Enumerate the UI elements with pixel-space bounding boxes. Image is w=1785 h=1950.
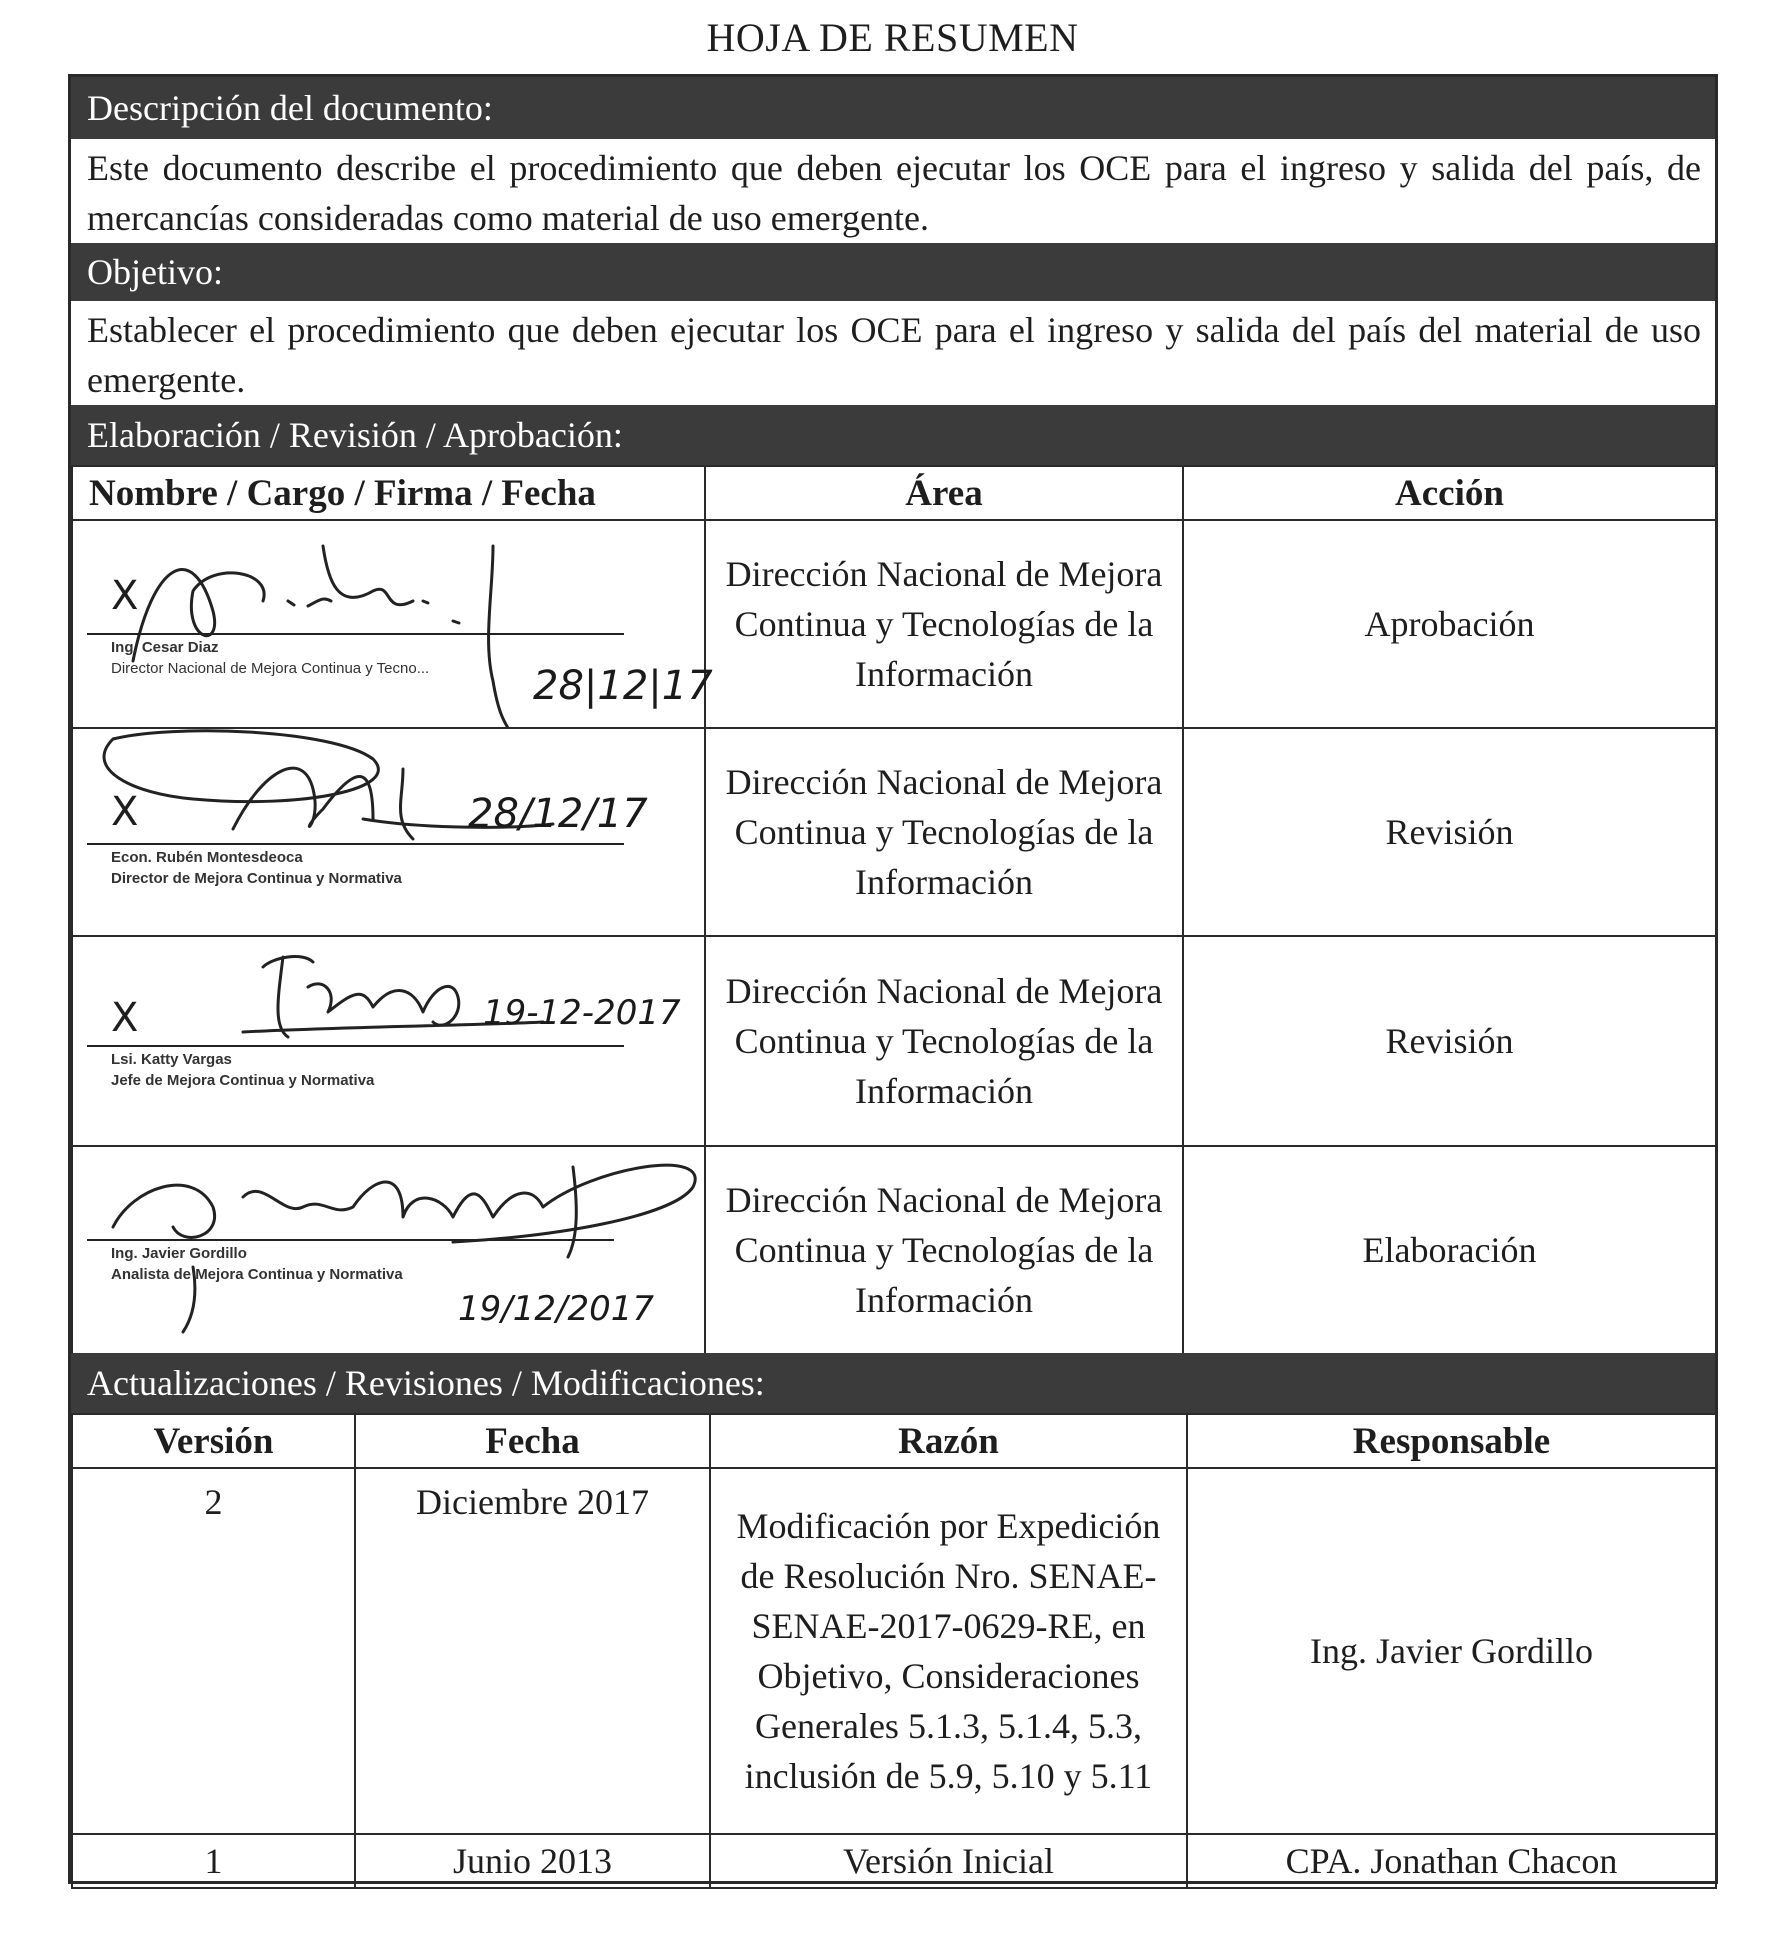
description-text: Este documento describe el procedimiento que deben ejecutar los OCE para el ingreso y salida del país, de mercancías consideradas como material de uso emergente. <box>87 148 1701 238</box>
responsible-cell: CPA. Jonathan Chacon <box>1187 1834 1716 1888</box>
signature-line <box>87 843 624 845</box>
objective-text: Establecer el procedimiento que deben ejecutar los OCE para el ingreso y salida del país del material de uso emergente. <box>87 310 1701 400</box>
table-row <box>72 1834 1716 1888</box>
responsible-cell: Ing. Javier Gordillo <box>1187 1468 1716 1834</box>
area-cell: Dirección Nacional de Mejora Continua y Tecnologías de la Información <box>705 520 1183 728</box>
signature-block <box>73 937 704 1145</box>
signature-line <box>87 1239 614 1241</box>
action-cell: Revisión <box>1183 936 1716 1146</box>
signer-name: Ing. Cesar Diaz <box>111 639 219 656</box>
column-header-area: Área <box>705 466 1183 520</box>
signer-name: Lsi. Katty Vargas <box>111 1051 232 1068</box>
column-header-date: Fecha <box>355 1414 710 1468</box>
signature-block <box>73 521 713 727</box>
signer-position: Analista de Mejora Continua y Normativa <box>111 1266 403 1283</box>
area-cell: Dirección Nacional de Mejora Continua y Tecnologías de la Información <box>705 728 1183 936</box>
signature-date: 19-12-2017 <box>483 993 681 1033</box>
signature-x-mark: X <box>111 995 139 1041</box>
table-row <box>72 936 1716 1146</box>
signature-date: 28/12/17 <box>468 791 648 837</box>
signer-position: Director de Mejora Continua y Normativa <box>111 870 402 887</box>
column-header-name: Nombre / Cargo / Firma / Fecha <box>72 466 705 520</box>
signature-cell <box>72 936 705 1146</box>
page-title: HOJA DE RESUMEN <box>706 15 1079 60</box>
column-header-action: Acción <box>1183 466 1716 520</box>
objective-heading: Objetivo: <box>71 243 1715 301</box>
signature-cell <box>72 520 713 728</box>
signature-cell <box>72 1146 705 1354</box>
table-row <box>72 1146 1716 1354</box>
action-cell: Revisión <box>1183 728 1716 936</box>
table-row <box>72 520 1716 728</box>
action-cell: Aprobación <box>1183 520 1716 728</box>
signature-block <box>73 729 704 935</box>
handwritten-signature <box>73 937 703 1145</box>
column-header-responsible: Responsable <box>1187 1414 1716 1468</box>
column-header-reason: Razón <box>710 1414 1187 1468</box>
version-cell: 1 <box>72 1834 355 1888</box>
signer-position: Jefe de Mejora Continua y Normativa <box>111 1072 375 1089</box>
signature-block <box>73 1147 704 1353</box>
approval-heading: Elaboración / Revisión / Aprobación: <box>71 405 1715 465</box>
updates-table <box>71 1413 1717 1889</box>
summary-sheet <box>68 74 1718 1884</box>
signature-x-mark: X <box>111 573 139 619</box>
updates-heading: Actualizaciones / Revisiones / Modificaciones: <box>71 1353 1715 1413</box>
signature-date: 19/12/2017 <box>458 1289 654 1329</box>
action-cell: Elaboración <box>1183 1146 1716 1354</box>
date-cell: Diciembre 2017 <box>355 1468 710 1834</box>
signature-date: 28|12|17 <box>533 663 713 709</box>
signature-cell <box>72 728 705 936</box>
signer-name: Ing. Javier Gordillo <box>111 1245 247 1262</box>
signer-position: Director Nacional de Mejora Continua y Tecno... <box>111 660 430 677</box>
signature-line <box>87 633 624 635</box>
signature-line <box>87 1045 624 1047</box>
reason-cell: Versión Inicial <box>710 1834 1187 1888</box>
approval-header-row <box>72 466 1716 520</box>
table-row <box>72 1468 1716 1834</box>
reason-cell: Modificación por Expedición de Resolución Nro. SENAE-SENAE-2017-0629-RE, en Objetivo, Consideraciones Generales 5.1.3, 5.1.4, 5.3, inclusión de 5.9, 5.10 y 5.11 <box>710 1468 1187 1834</box>
area-cell: Dirección Nacional de Mejora Continua y Tecnologías de la Información <box>705 936 1183 1146</box>
date-cell: Junio 2013 <box>355 1834 710 1888</box>
updates-header-row <box>72 1414 1716 1468</box>
version-cell: 2 <box>72 1468 355 1834</box>
approval-table <box>71 465 1717 1355</box>
signature-x-mark: X <box>111 789 139 835</box>
table-row <box>72 728 1716 936</box>
signer-name: Econ. Rubén Montesdeoca <box>111 849 303 866</box>
area-cell: Dirección Nacional de Mejora Continua y Tecnologías de la Información <box>705 1146 1183 1354</box>
column-header-version: Versión <box>72 1414 355 1468</box>
description-heading: Descripción del documento: <box>71 77 1715 139</box>
